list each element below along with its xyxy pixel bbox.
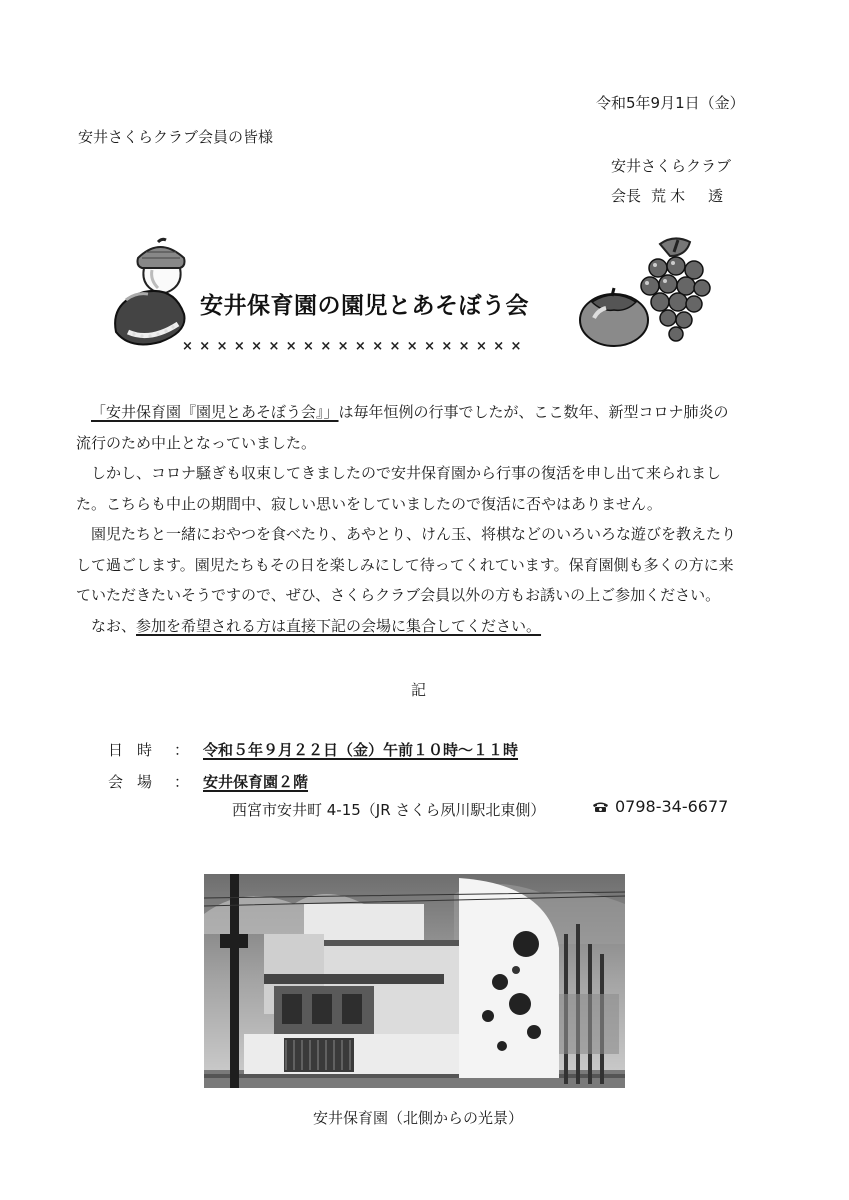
president-line [611,185,727,206]
ki-heading: 記 [411,681,427,699]
grapes-icon [641,238,710,341]
president-title: 会長 [611,187,642,205]
venue-colon: ： [174,773,190,791]
paragraph-3-line-3: ていただきたいそうですので、ぜひ、さくらクラブ会員以外の方もお誘いの上ご参加ください。 [76,586,721,604]
body-text [76,397,776,641]
event-title: 安井保育園の園児とあそぼう会 [200,293,529,319]
phone-line [592,797,728,816]
datetime-value: 令和５年９月２２日（金）午前１０時～１１時 [203,741,519,759]
paragraph-1-line-1: 「安井保育園『園児とあそぼう会』」は毎年恒例の行事でしたが、ここ数年、新型コロナ肺炎の [91,403,729,421]
president-name: 荒木 透 [651,187,728,205]
attendance-note: 参加を希望される方は直接下記の会場に集合してください。 [136,616,542,635]
paragraph-4: なお、参加を希望される方は直接下記の会場に集合してください。 [91,616,542,635]
paragraph-3-line-1: 園児たちと一緒におやつを食べたり、あやとり、けん玉、将棋などのいろいろな遊びを教えたり [91,525,737,543]
nursery-building-photo [204,874,625,1088]
acorn-chestnut-illustration [108,236,200,348]
phone-number: 0798-34-6677 [615,797,729,816]
recipient-line: 安井さくらクラブ会員の皆様 [78,128,274,146]
paragraph-2-line-2: た。こちらも中止の期間中、寂しい思いをしていましたので復活に否やはありません。 [76,494,662,513]
venue-label: 会場 [108,773,167,791]
grapes-persimmon-illustration [578,234,718,349]
venue-address: 西宮市安井町 4-15（JR さくら夙川駅北東側） [232,801,546,819]
event-name-quote: 「安井保育園『園児とあそぼう会』」 [91,403,339,421]
persimmon-icon [580,288,648,346]
datetime-label: 日時 [108,741,167,759]
organization-name: 安井さくらクラブ [611,157,732,175]
paragraph-2-line-1: しかし、コロナ騒ぎも収束してきましたので安井保育園から行事の復活を申し出て来られまし [91,464,722,482]
chestnut-icon [115,291,184,345]
paragraph-3-line-2: して過ごします。園児たちもその日を楽しみにして待ってくれています。保育園側も多くの方に来 [76,555,734,574]
paragraph-1-line-2: 流行のため中止となっていました。 [76,433,317,452]
venue-value: 安井保育園２階 [203,773,309,791]
telephone-icon [592,801,609,813]
decorative-cross-row: ×××××××××××××××××××× [182,339,528,354]
acorn-icon [138,239,185,294]
issue-date: 令和5年9月1日（金） [596,94,745,112]
photo-caption: 安井保育園（北側からの光景） [313,1109,524,1127]
datetime-colon: ： [174,741,190,759]
